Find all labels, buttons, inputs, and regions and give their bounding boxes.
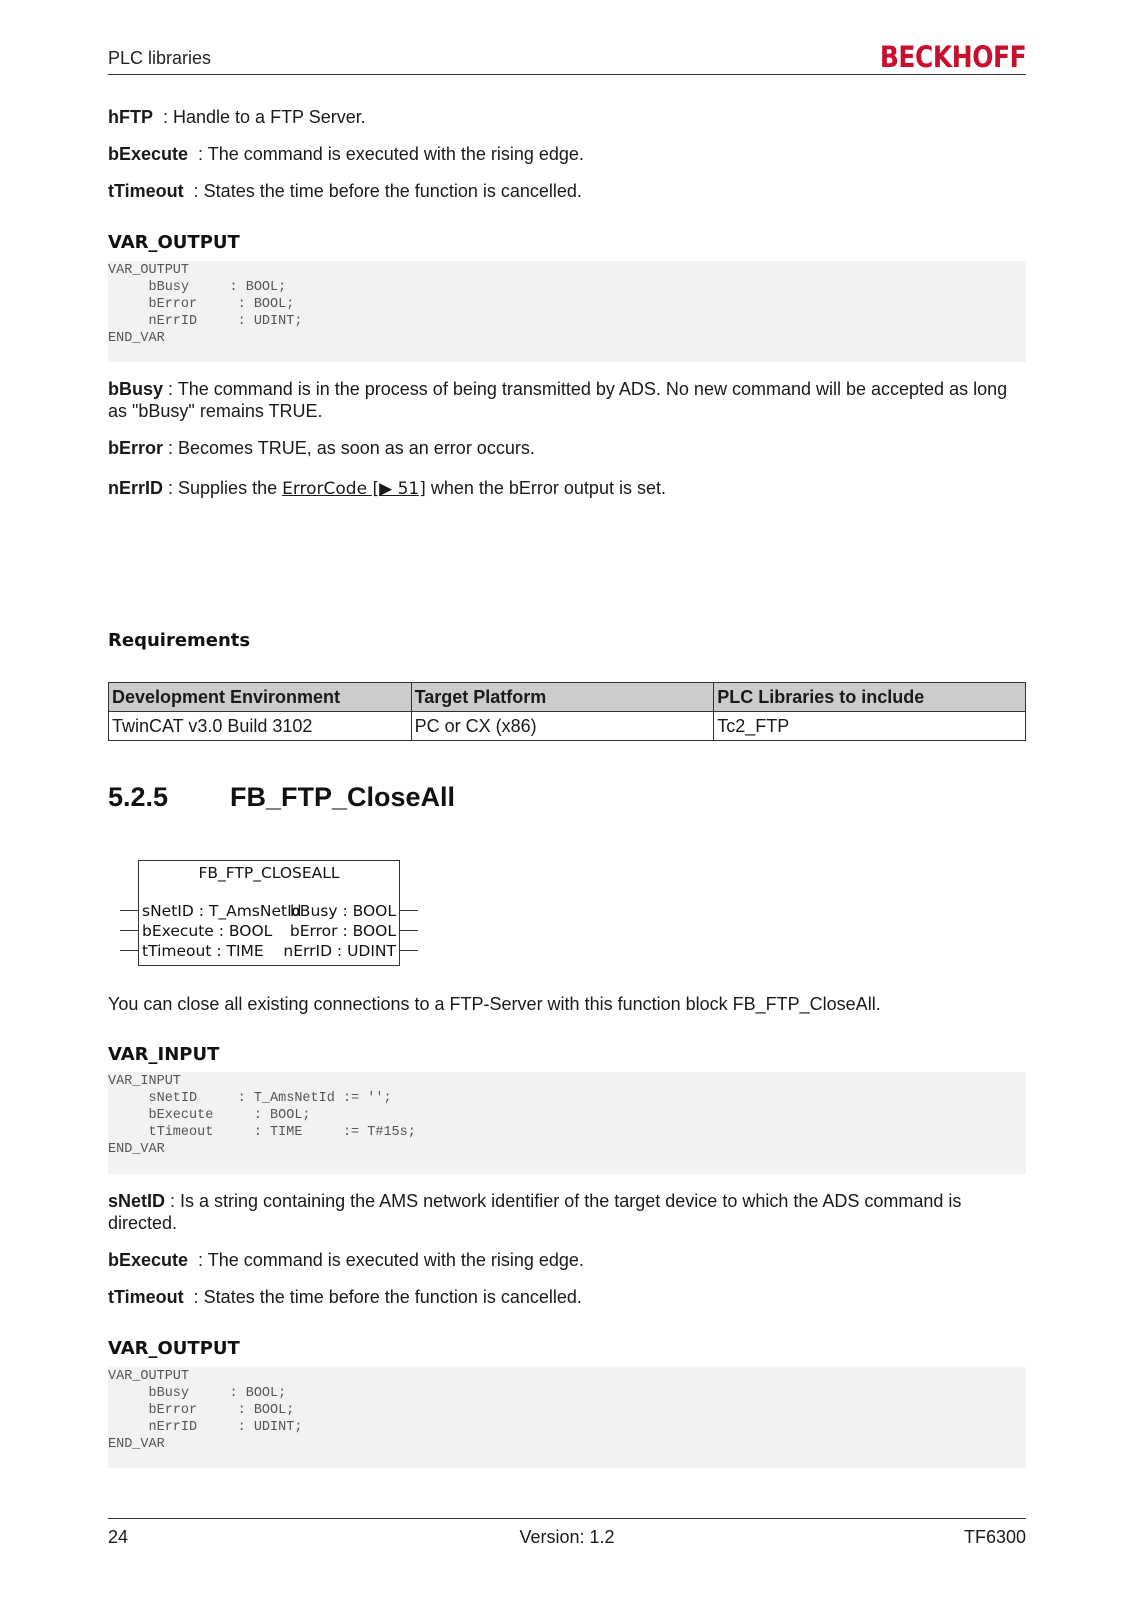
footer-divider (108, 1518, 1026, 1519)
param-name: bExecute (108, 144, 189, 164)
param-desc: : States the time before the function is cancelled. (183, 1287, 582, 1307)
var-input-code: VAR_INPUT sNetID : T_AmsNetId := ''; bExecute : BOOL; tTimeout : TIME := T#15s; END_VAR (108, 1072, 1026, 1174)
footer-page-number: 24 (108, 1527, 129, 1547)
var-input-heading: VAR_INPUT (108, 1044, 220, 1065)
fb-output-nerrid: nErrID : UDINT (283, 942, 396, 960)
beckhoff-logo: BECKHOFF (879, 40, 1026, 74)
param-desc: : Becomes TRUE, as soon as an error occurs. (163, 438, 535, 458)
param-name: nErrID (108, 478, 164, 498)
footer-version: Version: 1.2 (519, 1527, 615, 1547)
var-output-code: VAR_OUTPUT bBusy : BOOL; bError : BOOL; nErrID : UDINT; END_VAR (108, 261, 1026, 362)
header-title: PLC libraries (108, 48, 212, 68)
param-name: tTimeout (108, 181, 184, 201)
param-desc: : Handle to a FTP Server. (153, 107, 366, 127)
var-output-code-2: VAR_OUTPUT bBusy : BOOL; bError : BOOL; nErrID : UDINT; END_VAR (108, 1367, 1026, 1468)
param-name: bError (108, 438, 164, 458)
var-output-heading: VAR_OUTPUT (108, 232, 240, 253)
var-output-heading-2: VAR_OUTPUT (108, 1338, 240, 1359)
table-cell: TwinCAT v3.0 Build 3102 (109, 712, 412, 741)
param-name: bExecute (108, 1250, 189, 1270)
table-cell: Tc2_FTP (714, 712, 1026, 741)
param-desc: : Supplies the (163, 478, 283, 498)
fb-output-bbusy: bBusy : BOOL (289, 902, 396, 920)
table-row (109, 712, 1026, 741)
function-block-diagram (138, 860, 400, 966)
param-desc: when the bError output is set. (425, 478, 666, 498)
param-bexecute (108, 143, 1026, 165)
output-bbusy (108, 378, 1026, 422)
input-snetid (108, 1190, 1026, 1234)
param-desc: : The command is executed with the rising edge. (188, 1250, 584, 1270)
section-number: 5.2.5 (108, 782, 169, 812)
document-page (108, 0, 1026, 1600)
table-header-cell: Development Environment (109, 683, 412, 712)
errorcode-link[interactable]: ErrorCode [▶ 51] (282, 479, 426, 499)
fb-title: FB_FTP_CLOSEALL (198, 864, 340, 882)
param-name: tTimeout (108, 1287, 184, 1307)
intro-text: You can close all existing connections to a FTP-Server with this function block FB_FTP_CloseAll. (108, 994, 881, 1014)
fb-input-snetid: sNetID : T_AmsNetId (142, 902, 302, 920)
table-header-cell: Target Platform (411, 683, 714, 712)
fb-pin-right (399, 910, 418, 911)
input-bexecute (108, 1249, 1026, 1271)
table-header-row (109, 683, 1026, 712)
table-header-cell: PLC Libraries to include (714, 683, 1026, 712)
fb-input-ttimeout: tTimeout : TIME (142, 942, 264, 960)
param-hftp (108, 106, 1026, 128)
table-cell: PC or CX (x86) (411, 712, 714, 741)
fb-pin-right (399, 930, 418, 931)
requirements-heading: Requirements (108, 630, 251, 651)
section-title: FB_FTP_CloseAll (230, 782, 456, 812)
fb-pin-left (120, 950, 139, 951)
param-desc: : States the time before the function is cancelled. (183, 181, 582, 201)
input-ttimeout (108, 1286, 1026, 1308)
section-heading (108, 782, 455, 813)
param-desc: : The command is in the process of being transmitted by ADS. No new command will be accepted as long as "bBusy" remains TRUE. (108, 379, 1008, 421)
fb-pin-left (120, 930, 139, 931)
requirements-table (108, 682, 1026, 741)
param-desc: : Is a string containing the AMS network identifier of the target device to which the ADS command is directed. (108, 1191, 962, 1233)
output-berror (108, 437, 1026, 459)
param-name: bBusy (108, 379, 164, 399)
fb-pin-right (399, 950, 418, 951)
param-name: hFTP (108, 107, 153, 127)
param-desc: : The command is executed with the rising edge. (188, 144, 584, 164)
param-ttimeout (108, 180, 1026, 202)
footer-doc-id: TF6300 (963, 1527, 1026, 1547)
fb-output-berror: bError : BOOL (289, 922, 396, 940)
header-divider (108, 74, 1026, 75)
fb-pin-left (120, 910, 139, 911)
fb-input-bexecute: bExecute : BOOL (142, 922, 273, 940)
param-name: sNetID (108, 1191, 166, 1211)
output-nerrid (108, 477, 1026, 500)
